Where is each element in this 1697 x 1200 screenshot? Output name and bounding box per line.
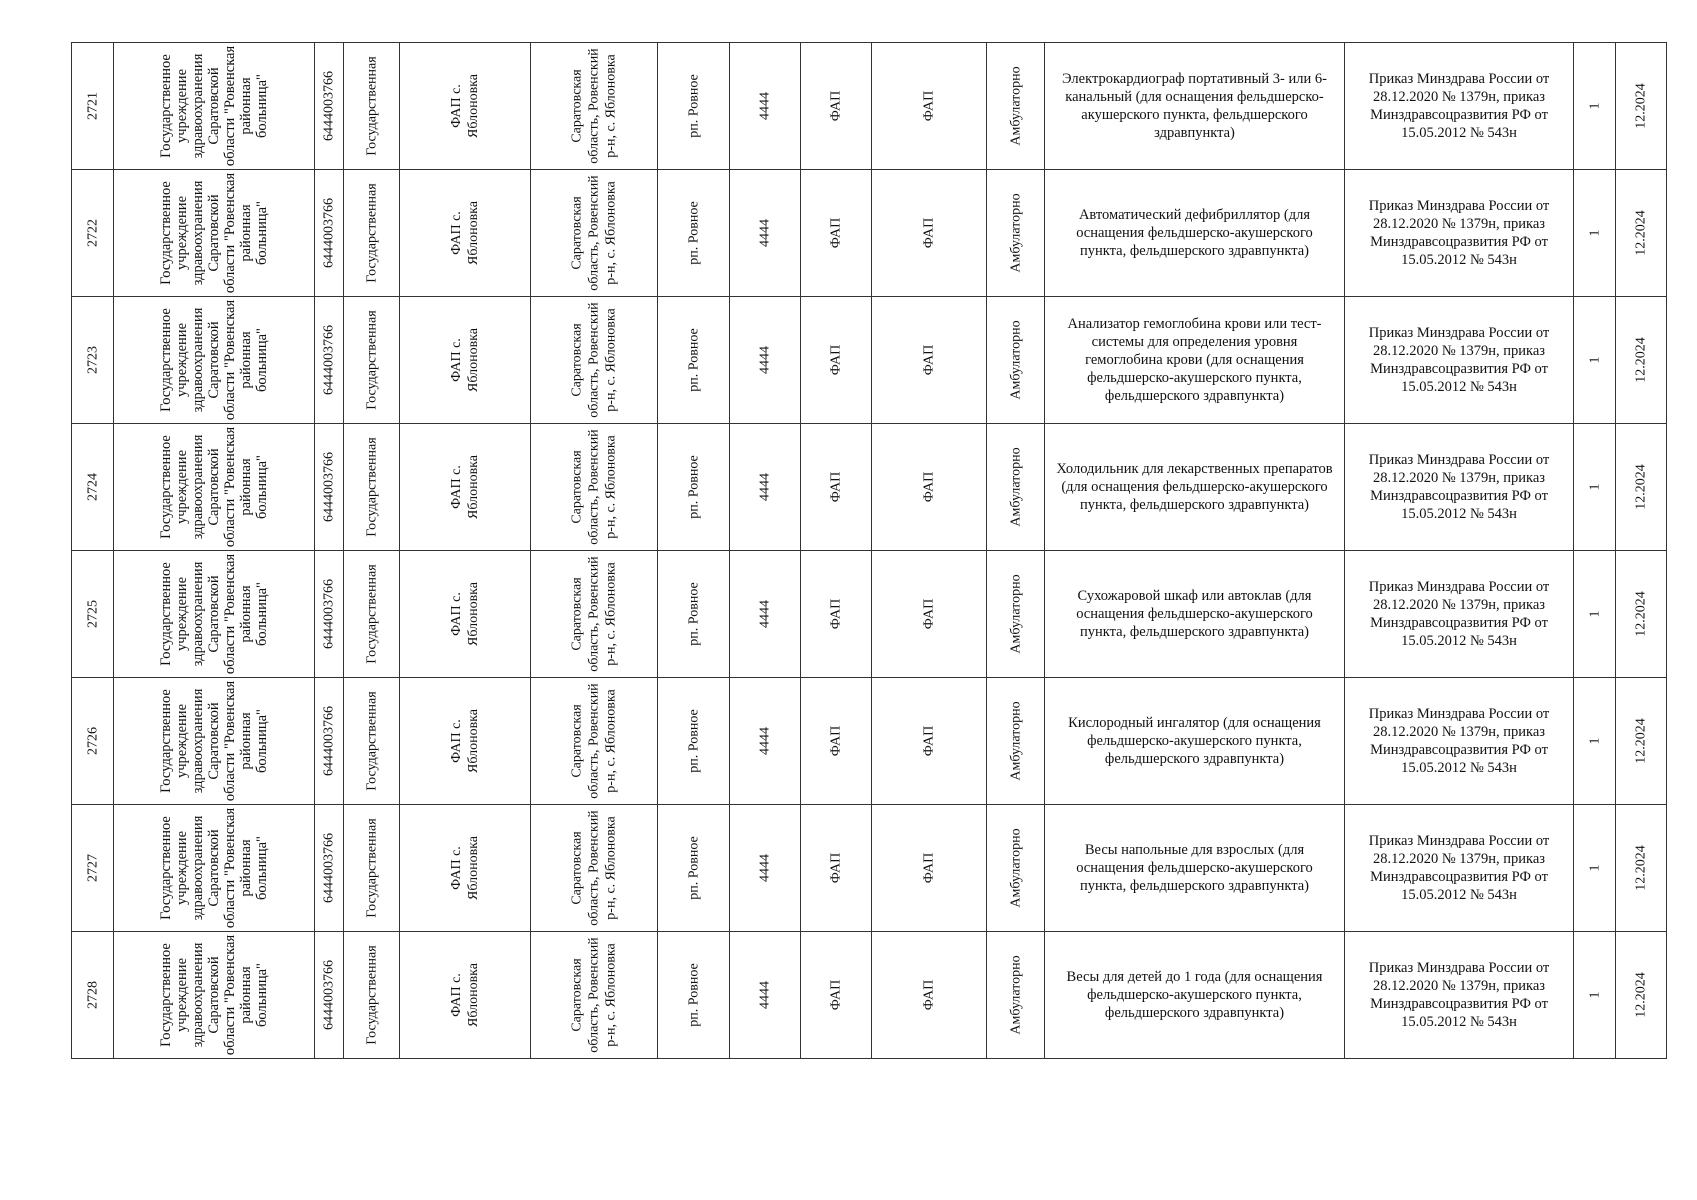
cell-unit (400, 932, 531, 1059)
cell-unit (400, 424, 531, 551)
cell-equipment-text: Кислородный ингалятор (для оснащения фельдшерско-акушерского пункта, фельдшерского здравпункта) (1068, 715, 1321, 767)
table-row (72, 805, 1667, 932)
cell-number (72, 297, 114, 424)
cell-address (531, 805, 658, 932)
cell-organization (114, 932, 315, 1059)
cell-quantity (1574, 424, 1616, 551)
cell-care-mode (987, 932, 1045, 1059)
cell-unit (400, 170, 531, 297)
cell-order-text: Приказ Минздрава России от 28.12.2020 № 1379н, приказ Минздравсоцразвития РФ от 15.05.2012 № 543н (1368, 706, 1550, 776)
cell-order (1345, 297, 1574, 424)
cell-inn (315, 551, 344, 678)
cell-type-1 (801, 932, 872, 1059)
cell-type-1 (801, 551, 872, 678)
cell-address-text: Саратовская область, Ровенский р-н, с. Яблоновка (569, 302, 619, 418)
cell-equipment (1045, 297, 1345, 424)
cell-address (531, 43, 658, 170)
cell-type1-text: ФАП (828, 725, 844, 757)
cell-qty-text: 1 (1587, 991, 1602, 999)
cell-code (730, 43, 801, 170)
cell-inn-text: 6444003766 (321, 71, 337, 141)
cell-unit (400, 805, 531, 932)
cell-quantity (1574, 551, 1616, 678)
cell-ownership (344, 678, 400, 805)
cell-order-text: Приказ Минздрава России от 28.12.2020 № 1379н, приказ Минздравсоцразвития РФ от 15.05.2012 № 543н (1368, 198, 1550, 268)
cell-organization (114, 297, 315, 424)
cell-equipment (1045, 424, 1345, 551)
cell-inn (315, 43, 344, 170)
cell-care-text: Амбулаторно (1008, 828, 1023, 908)
cell-org-text: Государственное учреждение здравоохранения Саратовской области "Ровенская районная больница" (158, 172, 270, 294)
cell-type-1 (801, 297, 872, 424)
cell-quantity (1574, 678, 1616, 805)
cell-type2-text: ФАП (921, 344, 937, 376)
cell-equipment-text: Сухожаровой шкаф или автоклав (для оснащения фельдшерско-акушерского пункта, фельдшерского здравпункта) (1076, 588, 1313, 640)
cell-type-2 (872, 424, 987, 551)
cell-type1-text: ФАП (828, 852, 844, 884)
cell-org-text: Государственное учреждение здравоохранения Саратовской области "Ровенская районная больница" (158, 45, 270, 167)
cell-ownership-text: Государственная (364, 691, 379, 791)
cell-type2-text: ФАП (921, 725, 937, 757)
cell-code-text: 4444 (757, 727, 773, 755)
cell-ownership (344, 170, 400, 297)
cell-num-text: 2721 (85, 92, 100, 120)
cell-ownership-text: Государственная (364, 564, 379, 664)
cell-code (730, 805, 801, 932)
cell-address-text: Саратовская область, Ровенский р-н, с. Яблоновка (569, 556, 619, 672)
cell-org-text: Государственное учреждение здравоохранения Саратовской области "Ровенская районная больница" (158, 553, 270, 675)
cell-inn (315, 678, 344, 805)
cell-type2-text: ФАП (921, 979, 937, 1011)
cell-equipment (1045, 678, 1345, 805)
cell-ownership (344, 43, 400, 170)
cell-type-1 (801, 678, 872, 805)
cell-inn-text: 6444003766 (321, 452, 337, 522)
cell-address-text: Саратовская область, Ровенский р-н, с. Яблоновка (569, 810, 619, 926)
cell-ownership (344, 297, 400, 424)
cell-equipment-text: Холодильник для лекарственных препаратов (для оснащения фельдшерско-акушерского пункта, фельдшерского здравпункта) (1056, 461, 1333, 513)
cell-unit-text: ФАП с. Яблоновка (449, 709, 481, 774)
cell-code (730, 297, 801, 424)
table-row (72, 297, 1667, 424)
cell-inn-text: 6444003766 (321, 960, 337, 1030)
cell-inn-text: 6444003766 (321, 833, 337, 903)
cell-ownership-text: Государственная (364, 310, 379, 410)
cell-inn-text: 6444003766 (321, 198, 337, 268)
cell-locality (658, 170, 730, 297)
cell-quantity (1574, 43, 1616, 170)
cell-address-text: Саратовская область, Ровенский р-н, с. Яблоновка (569, 429, 619, 545)
table-row (72, 424, 1667, 551)
cell-order-text: Приказ Минздрава России от 28.12.2020 № 1379н, приказ Минздравсоцразвития РФ от 15.05.2012 № 543н (1368, 325, 1550, 395)
cell-ownership-text: Государственная (364, 183, 379, 283)
cell-care-text: Амбулаторно (1008, 193, 1023, 273)
cell-organization (114, 424, 315, 551)
cell-organization (114, 551, 315, 678)
cell-unit-text: ФАП с. Яблоновка (449, 455, 481, 520)
cell-locality (658, 424, 730, 551)
cell-unit-text: ФАП с. Яблоновка (449, 836, 481, 901)
cell-unit (400, 551, 531, 678)
cell-order (1345, 932, 1574, 1059)
cell-date-text: 12.2024 (1633, 83, 1649, 129)
cell-qty-text: 1 (1587, 356, 1602, 364)
cell-qty-text: 1 (1587, 102, 1602, 110)
cell-type-2 (872, 297, 987, 424)
cell-unit-text: ФАП с. Яблоновка (449, 74, 481, 139)
cell-equipment-text: Автоматический дефибриллятор (для оснащения фельдшерско-акушерского пункта, фельдшерского здравпункта) (1076, 207, 1313, 259)
cell-date-text: 12.2024 (1633, 845, 1649, 891)
cell-locality (658, 297, 730, 424)
cell-type-2 (872, 43, 987, 170)
table-row (72, 932, 1667, 1059)
cell-locality-text: рп. Ровное (686, 963, 701, 1027)
cell-num-text: 2726 (85, 727, 100, 755)
cell-ownership-text: Государственная (364, 818, 379, 918)
cell-type2-text: ФАП (921, 90, 937, 122)
cell-quantity (1574, 805, 1616, 932)
cell-number (72, 424, 114, 551)
cell-inn (315, 805, 344, 932)
cell-inn-text: 6444003766 (321, 579, 337, 649)
cell-code (730, 551, 801, 678)
cell-code (730, 678, 801, 805)
cell-order (1345, 805, 1574, 932)
cell-org-text: Государственное учреждение здравоохранения Саратовской области "Ровенская районная больница" (158, 426, 270, 548)
cell-date (1616, 43, 1667, 170)
cell-order (1345, 678, 1574, 805)
cell-type2-text: ФАП (921, 598, 937, 630)
cell-code-text: 4444 (757, 473, 773, 501)
cell-equipment-text: Анализатор гемоглобина крови или тест-системы для определения уровня гемоглобина крови (для оснащения фельдшерско-акушерского пункта, фельдшерского здравпункта) (1067, 316, 1322, 404)
cell-care-mode (987, 805, 1045, 932)
cell-address (531, 678, 658, 805)
cell-type-2 (872, 932, 987, 1059)
cell-care-mode (987, 678, 1045, 805)
cell-unit (400, 43, 531, 170)
cell-qty-text: 1 (1587, 864, 1602, 872)
cell-care-text: Амбулаторно (1008, 955, 1023, 1035)
cell-date (1616, 805, 1667, 932)
cell-number (72, 170, 114, 297)
cell-type1-text: ФАП (828, 90, 844, 122)
cell-address (531, 424, 658, 551)
cell-locality (658, 932, 730, 1059)
cell-date (1616, 551, 1667, 678)
cell-equipment (1045, 805, 1345, 932)
cell-equipment-text: Электрокардиограф портативный 3- или 6-канальный (для оснащения фельдшерско-акушерского пункта, фельдшерского здравпункта) (1062, 71, 1327, 141)
cell-date-text: 12.2024 (1633, 464, 1649, 510)
cell-type1-text: ФАП (828, 217, 844, 249)
cell-unit-text: ФАП с. Яблоновка (449, 201, 481, 266)
cell-inn (315, 297, 344, 424)
cell-order-text: Приказ Минздрава России от 28.12.2020 № 1379н, приказ Минздравсоцразвития РФ от 15.05.2012 № 543н (1368, 452, 1550, 522)
table-row (72, 43, 1667, 170)
cell-date (1616, 170, 1667, 297)
cell-ownership (344, 932, 400, 1059)
cell-num-text: 2724 (85, 473, 100, 501)
cell-ownership (344, 805, 400, 932)
cell-type-1 (801, 805, 872, 932)
cell-type1-text: ФАП (828, 598, 844, 630)
cell-date (1616, 932, 1667, 1059)
cell-ownership-text: Государственная (364, 945, 379, 1045)
cell-code-text: 4444 (757, 92, 773, 120)
cell-order-text: Приказ Минздрава России от 28.12.2020 № 1379н, приказ Минздравсоцразвития РФ от 15.05.2012 № 543н (1368, 579, 1550, 649)
cell-ownership (344, 551, 400, 678)
cell-care-text: Амбулаторно (1008, 320, 1023, 400)
cell-locality-text: рп. Ровное (686, 582, 701, 646)
cell-code-text: 4444 (757, 219, 773, 247)
equipment-table (71, 42, 1667, 1059)
cell-unit (400, 297, 531, 424)
cell-care-text: Амбулаторно (1008, 66, 1023, 146)
cell-equipment (1045, 932, 1345, 1059)
cell-locality-text: рп. Ровное (686, 836, 701, 900)
cell-care-mode (987, 424, 1045, 551)
cell-order-text: Приказ Минздрава России от 28.12.2020 № 1379н, приказ Минздравсоцразвития РФ от 15.05.2012 № 543н (1368, 833, 1550, 903)
cell-date (1616, 297, 1667, 424)
cell-locality (658, 678, 730, 805)
cell-care-text: Амбулаторно (1008, 701, 1023, 781)
table-row (72, 170, 1667, 297)
cell-org-text: Государственное учреждение здравоохранения Саратовской области "Ровенская районная больница" (158, 807, 270, 929)
cell-equipment-text: Весы для детей до 1 года (для оснащения фельдшерско-акушерского пункта, фельдшерского здравпункта) (1066, 969, 1323, 1021)
cell-order (1345, 170, 1574, 297)
cell-type-2 (872, 170, 987, 297)
cell-address (531, 170, 658, 297)
cell-unit-text: ФАП с. Яблоновка (449, 328, 481, 393)
cell-num-text: 2728 (85, 981, 100, 1009)
cell-code-text: 4444 (757, 600, 773, 628)
cell-organization (114, 170, 315, 297)
cell-locality (658, 43, 730, 170)
cell-order (1345, 551, 1574, 678)
cell-order-text: Приказ Минздрава России от 28.12.2020 № 1379н, приказ Минздравсоцразвития РФ от 15.05.2012 № 543н (1368, 960, 1550, 1030)
cell-address-text: Саратовская область, Ровенский р-н, с. Яблоновка (569, 175, 619, 291)
cell-num-text: 2722 (85, 219, 100, 247)
cell-inn-text: 6444003766 (321, 325, 337, 395)
cell-org-text: Государственное учреждение здравоохранения Саратовской области "Ровенская районная больница" (158, 299, 270, 421)
cell-locality (658, 551, 730, 678)
cell-order-text: Приказ Минздрава России от 28.12.2020 № 1379н, приказ Минздравсоцразвития РФ от 15.05.2012 № 543н (1368, 71, 1550, 141)
cell-type1-text: ФАП (828, 344, 844, 376)
cell-num-text: 2723 (85, 346, 100, 374)
cell-code (730, 932, 801, 1059)
cell-locality-text: рп. Ровное (686, 328, 701, 392)
cell-qty-text: 1 (1587, 229, 1602, 237)
cell-equipment (1045, 43, 1345, 170)
cell-organization (114, 43, 315, 170)
cell-address-text: Саратовская область, Ровенский р-н, с. Яблоновка (569, 683, 619, 799)
cell-type-1 (801, 170, 872, 297)
cell-locality-text: рп. Ровное (686, 74, 701, 138)
cell-date-text: 12.2024 (1633, 210, 1649, 256)
cell-quantity (1574, 170, 1616, 297)
cell-num-text: 2727 (85, 854, 100, 882)
cell-type2-text: ФАП (921, 471, 937, 503)
cell-locality-text: рп. Ровное (686, 201, 701, 265)
cell-type1-text: ФАП (828, 471, 844, 503)
cell-number (72, 678, 114, 805)
cell-care-text: Амбулаторно (1008, 447, 1023, 527)
cell-type2-text: ФАП (921, 217, 937, 249)
cell-locality-text: рп. Ровное (686, 455, 701, 519)
cell-code-text: 4444 (757, 346, 773, 374)
cell-inn-text: 6444003766 (321, 706, 337, 776)
cell-type-2 (872, 551, 987, 678)
cell-care-mode (987, 297, 1045, 424)
cell-unit-text: ФАП с. Яблоновка (449, 582, 481, 647)
cell-type-1 (801, 424, 872, 551)
cell-ownership-text: Государственная (364, 437, 379, 537)
cell-order (1345, 424, 1574, 551)
cell-date (1616, 678, 1667, 805)
cell-locality (658, 805, 730, 932)
cell-number (72, 551, 114, 678)
cell-date-text: 12.2024 (1633, 718, 1649, 764)
cell-org-text: Государственное учреждение здравоохранения Саратовской области "Ровенская районная больница" (158, 934, 270, 1056)
cell-code (730, 170, 801, 297)
cell-unit (400, 678, 531, 805)
cell-org-text: Государственное учреждение здравоохранения Саратовской области "Ровенская районная больница" (158, 680, 270, 802)
cell-date (1616, 424, 1667, 551)
cell-qty-text: 1 (1587, 610, 1602, 618)
cell-unit-text: ФАП с. Яблоновка (449, 963, 481, 1028)
cell-type2-text: ФАП (921, 852, 937, 884)
cell-care-mode (987, 551, 1045, 678)
cell-type-2 (872, 678, 987, 805)
cell-quantity (1574, 932, 1616, 1059)
cell-code-text: 4444 (757, 981, 773, 1009)
cell-organization (114, 678, 315, 805)
cell-address-text: Саратовская область, Ровенский р-н, с. Яблоновка (569, 48, 619, 164)
table-row (72, 678, 1667, 805)
cell-inn (315, 424, 344, 551)
cell-number (72, 43, 114, 170)
cell-qty-text: 1 (1587, 737, 1602, 745)
cell-date-text: 12.2024 (1633, 337, 1649, 383)
cell-address-text: Саратовская область, Ровенский р-н, с. Яблоновка (569, 937, 619, 1053)
cell-inn (315, 170, 344, 297)
cell-organization (114, 805, 315, 932)
cell-type1-text: ФАП (828, 979, 844, 1011)
cell-quantity (1574, 297, 1616, 424)
cell-number (72, 805, 114, 932)
cell-type-2 (872, 805, 987, 932)
cell-address (531, 932, 658, 1059)
cell-qty-text: 1 (1587, 483, 1602, 491)
cell-code (730, 424, 801, 551)
cell-address (531, 551, 658, 678)
cell-ownership (344, 424, 400, 551)
cell-care-mode (987, 170, 1045, 297)
cell-number (72, 932, 114, 1059)
table-row (72, 551, 1667, 678)
cell-equipment (1045, 170, 1345, 297)
cell-code-text: 4444 (757, 854, 773, 882)
cell-equipment-text: Весы напольные для взрослых (для оснащения фельдшерско-акушерского пункта, фельдшерского здравпункта) (1076, 842, 1313, 894)
cell-type-1 (801, 43, 872, 170)
cell-address (531, 297, 658, 424)
cell-num-text: 2725 (85, 600, 100, 628)
cell-ownership-text: Государственная (364, 56, 379, 156)
cell-care-text: Амбулаторно (1008, 574, 1023, 654)
cell-inn (315, 932, 344, 1059)
cell-equipment (1045, 551, 1345, 678)
cell-order (1345, 43, 1574, 170)
cell-date-text: 12.2024 (1633, 972, 1649, 1018)
cell-date-text: 12.2024 (1633, 591, 1649, 637)
cell-locality-text: рп. Ровное (686, 709, 701, 773)
cell-care-mode (987, 43, 1045, 170)
